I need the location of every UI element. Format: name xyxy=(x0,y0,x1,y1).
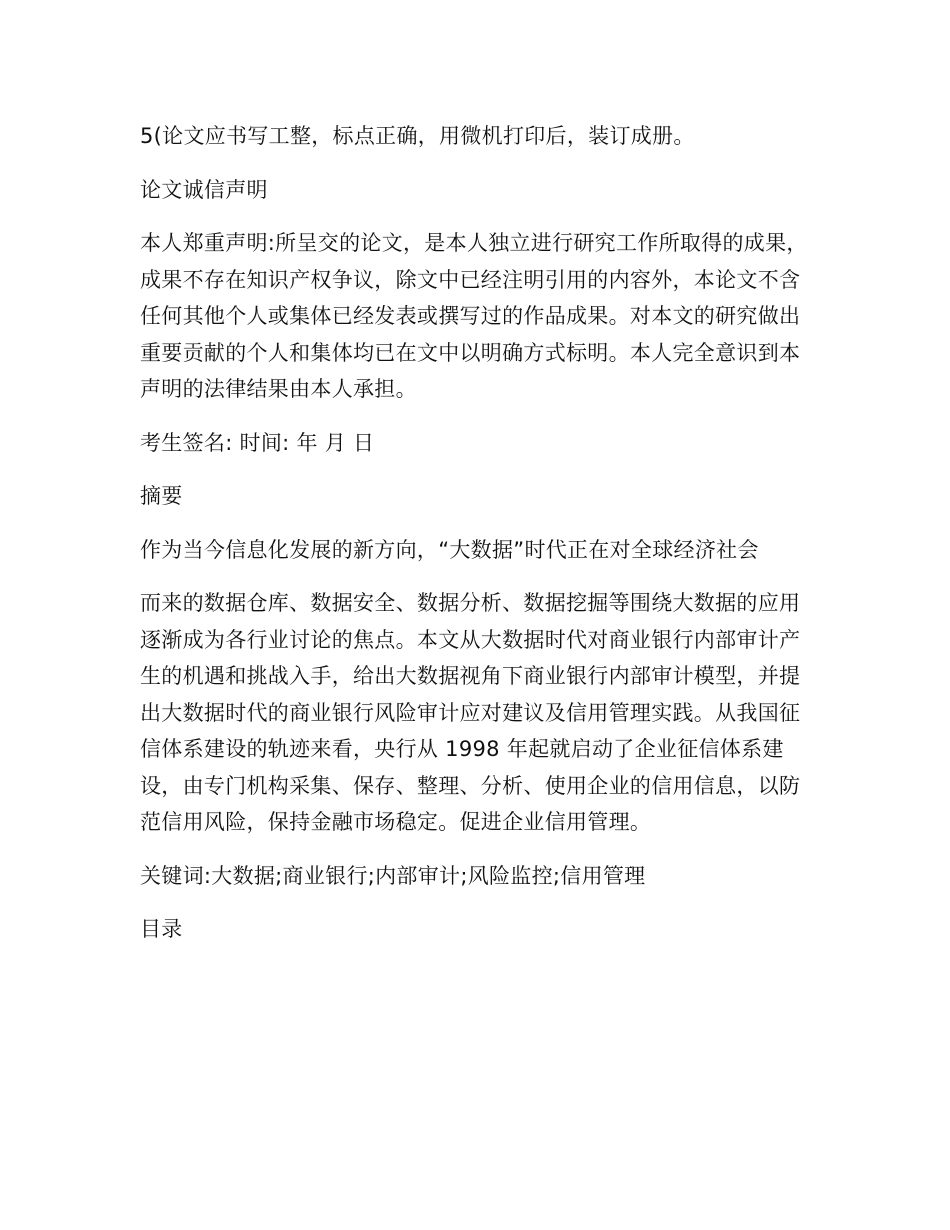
table-of-contents-heading: 目录 xyxy=(140,917,183,941)
keywords-line: 关键词:大数据;商业银行;内部审计;风险监控;信用管理 xyxy=(140,863,646,888)
abstract-paragraph-1: 作为当今信息化发展的新方向，“大数据”时代正在对全球经济社会 xyxy=(140,537,759,562)
signature-date-line: 考生签名: 时间: 年 月 日 xyxy=(140,430,375,455)
integrity-statement-heading: 论文诚信声明 xyxy=(140,177,268,202)
abstract-heading: 摘要 xyxy=(140,484,183,508)
declaration-paragraph: 本人郑重声明:所呈交的论文，是本人独立进行研究工作所取得的成果，成果不存在知识产权争议，除文中已经注明引用的内容外，本论文不含任何其他个人或集体已经发表或撰写过的作品成果。对本文的研究做出重要贡献的个人和集体均已在文中以明确方式标明。本人完全意识到本声明的法律结果由本人承担。 xyxy=(140,231,808,401)
abstract-paragraph-2: 而来的数据仓库、数据安全、数据分析、数据挖掘等围绕大数据的应用逐渐成为各行业讨论的焦点。本文从大数据时代对商业银行内部审计产生的机遇和挑战入手，给出大数据视角下商业银行内部审计模型，并提出大数据时代的商业银行风险审计应对建议及信用管理实践。从我国征信体系建设的轨迹来看，央行从 1998 年起就启动了企业征信体系建设，由专门机构采集、保存、整理、分析、使用企业的信用信息，以防范信用风险，保持金融市场稳定。促进企业信用管理。 xyxy=(140,591,801,834)
instruction-item-5: 5(论文应书写工整，标点正确，用微机打印后，装订成册。 xyxy=(140,124,695,148)
